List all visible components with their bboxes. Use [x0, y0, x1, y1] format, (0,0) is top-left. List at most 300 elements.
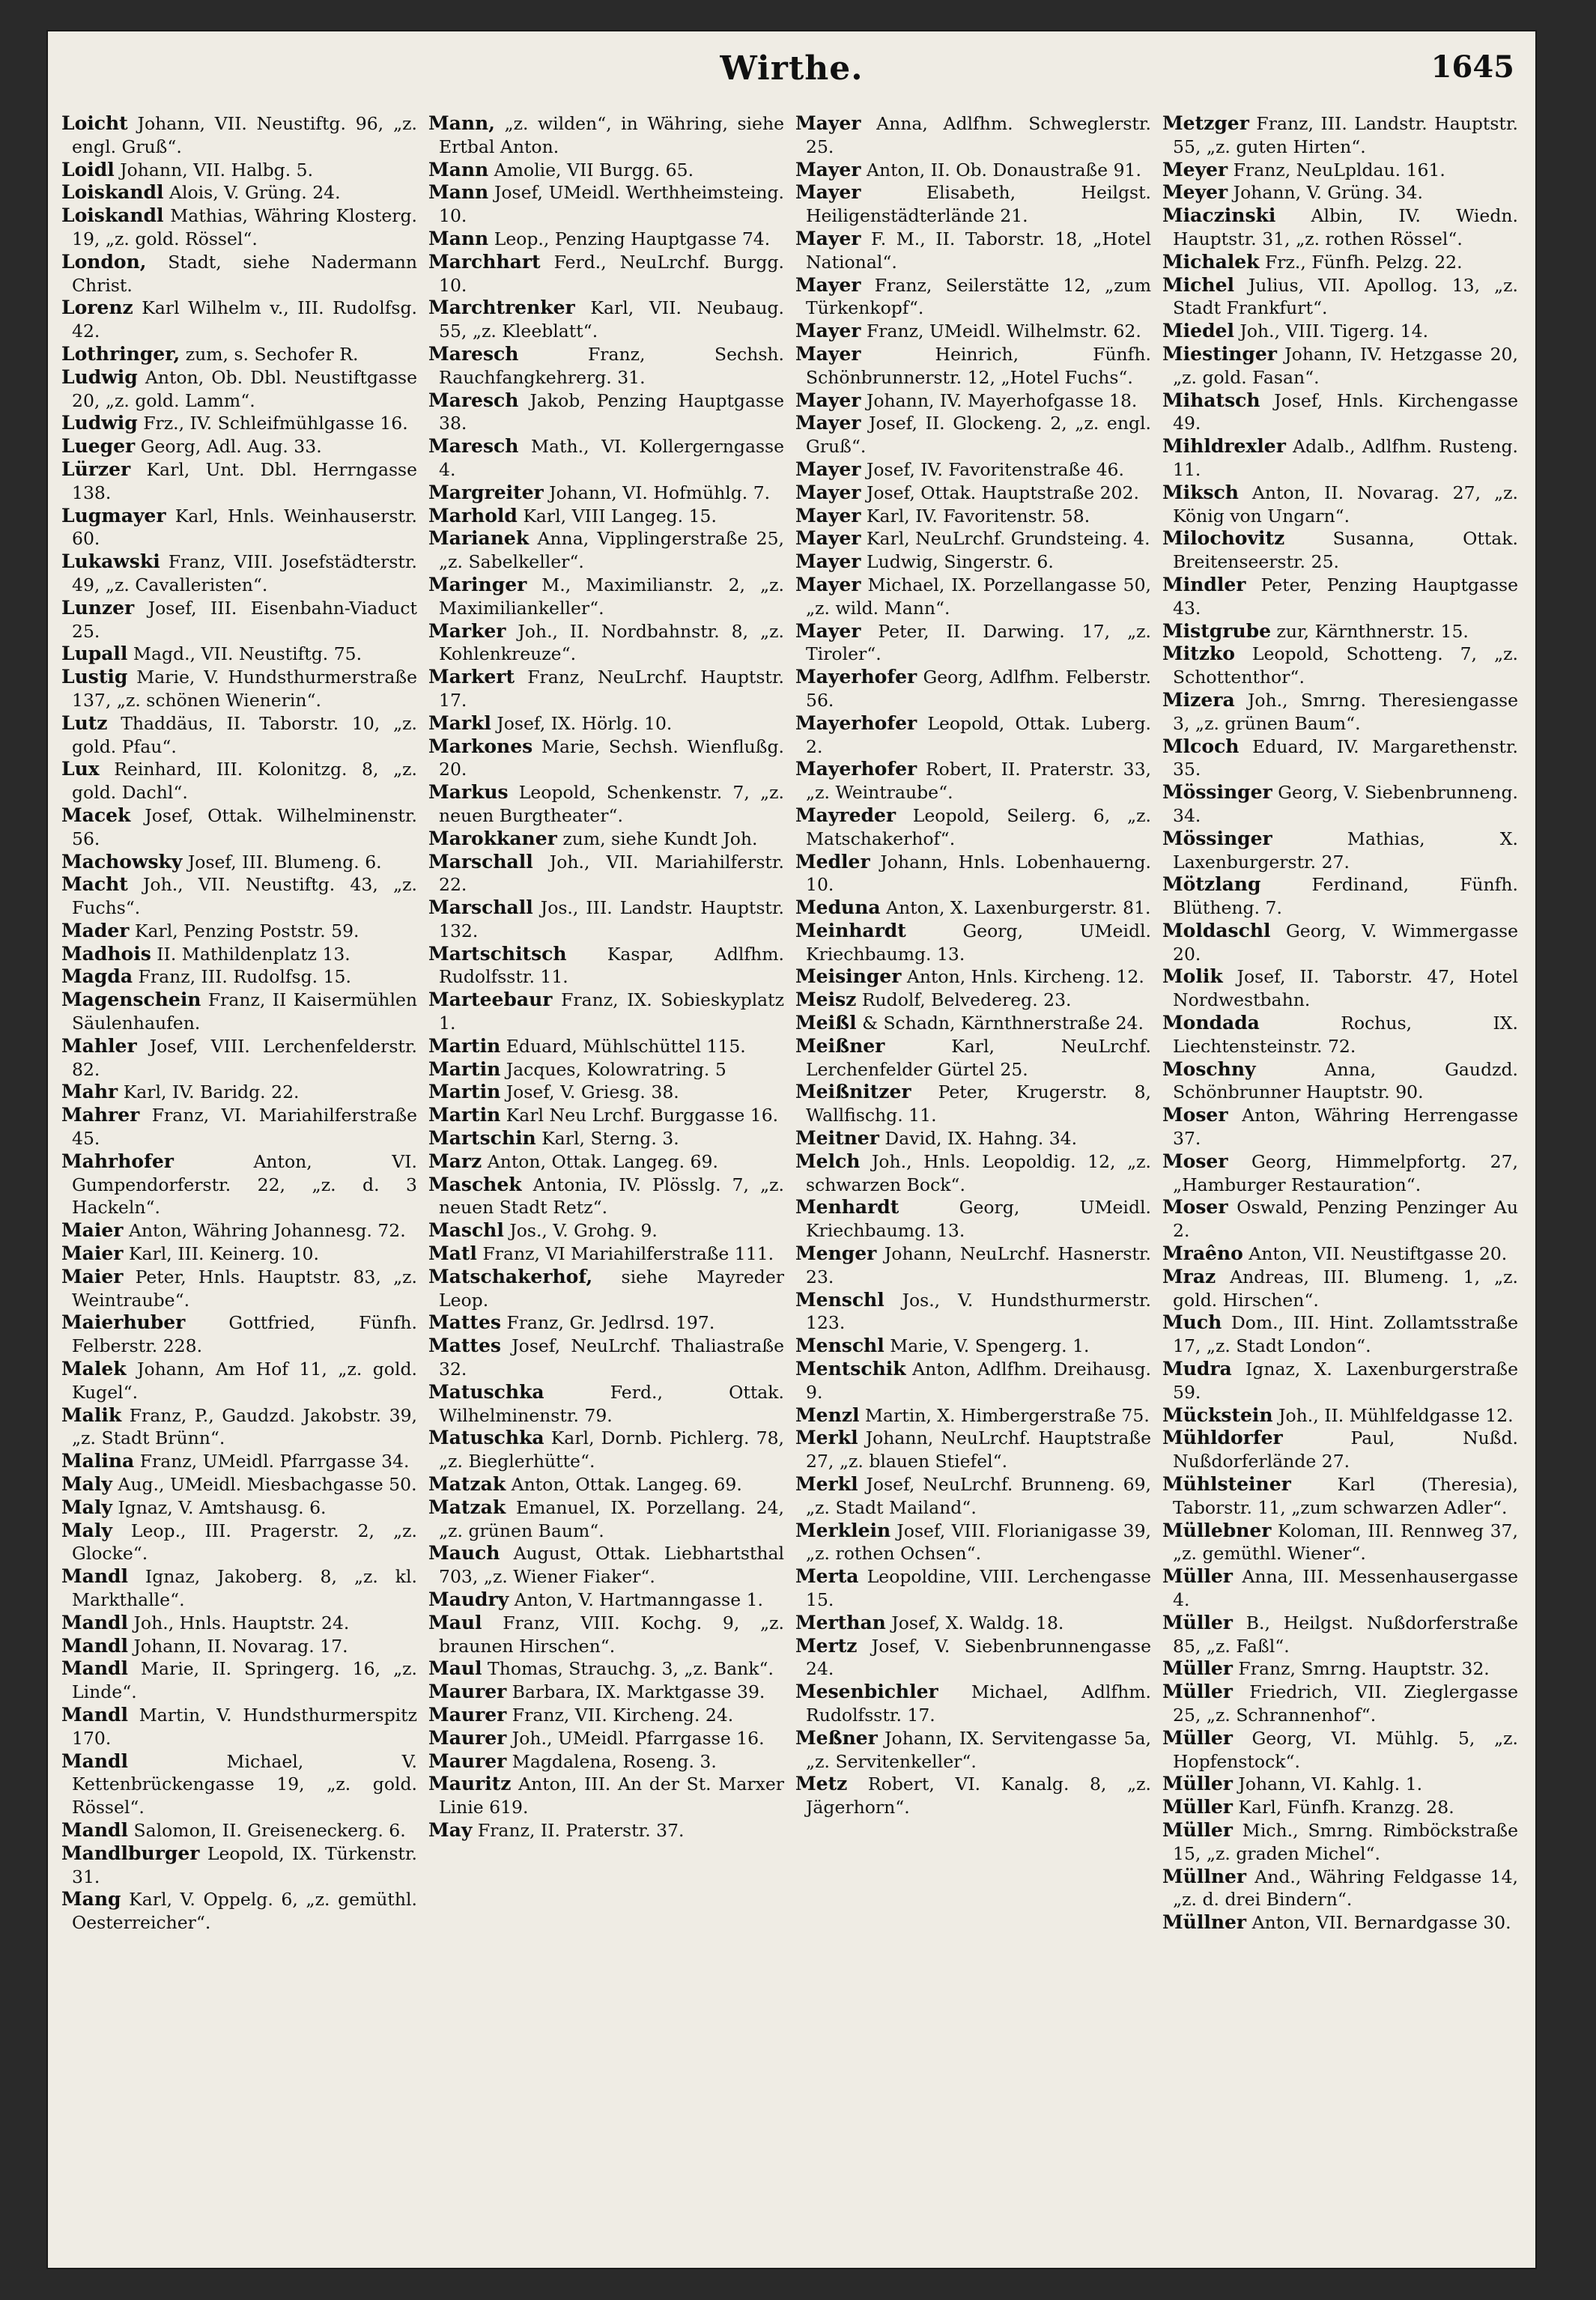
- entry-details: Franz, Sechsh. Rauchfangkehrerg. 31.: [439, 343, 784, 388]
- entry-name: Maier: [61, 1242, 124, 1265]
- entry-details: Albin, IV. Wiedn. Hauptstr. 31, „z. rothen Rössel“.: [1173, 205, 1518, 249]
- entry-name: Mayer: [795, 527, 861, 550]
- directory-entry: [1162, 1520, 1518, 1566]
- entry-name: Matzak: [428, 1473, 506, 1496]
- entry-name: Meitner: [795, 1127, 879, 1150]
- directory-entry: [428, 482, 784, 505]
- entry-details: Leopold, Schotteng. 7, „z. Schottenthor“.: [1173, 643, 1518, 688]
- directory-entry: [61, 297, 417, 343]
- entry-name: Matschakerhof,: [428, 1265, 593, 1287]
- entry-name: Merta: [795, 1565, 859, 1588]
- entry-details: Georg, UMeidl. Kriechbaumg. 13.: [806, 1197, 1151, 1242]
- entry-name: Markones: [428, 735, 533, 757]
- entry-details: Franz, Smrng. Hauptstr. 32.: [1238, 1658, 1490, 1680]
- directory-entry: [795, 1565, 1151, 1612]
- directory-entry: [61, 1496, 417, 1520]
- directory-entry: [61, 1311, 417, 1358]
- entry-details: Anton, Adlfhm. Dreihausg. 9.: [806, 1359, 1151, 1403]
- entry-details: Joh., VII. Mariahilferstr. 22.: [439, 851, 784, 896]
- entry-name: Malina: [61, 1450, 135, 1472]
- entry-details: Josef, NeuLrchf. Thaliastraße 32.: [439, 1335, 784, 1380]
- directory-entry: [795, 550, 1151, 574]
- directory-entry: [428, 1496, 784, 1543]
- entry-details: Thomas, Strauchg. 3, „z. Bank“.: [488, 1658, 774, 1680]
- entry-name: Maurer: [428, 1703, 507, 1726]
- entry-details: siehe Mayreder Leop.: [439, 1266, 784, 1311]
- entry-details: Eduard, IV. Margarethenstr. 35.: [1173, 735, 1518, 780]
- entry-name: Meyer: [1162, 158, 1228, 180]
- entry-details: Adalb., Adlfhm. Rusteng. 11.: [1173, 436, 1518, 480]
- directory-entry: [61, 1565, 417, 1612]
- entry-details: Mich., Smrng. Rimböckstraße 15, „z. graden Michel“.: [1173, 1819, 1518, 1864]
- entry-details: Peter, Krugerstr. 8, Wallfischg. 11.: [806, 1081, 1151, 1126]
- directory-entry: [1162, 1242, 1518, 1266]
- entry-details: Franz, IX. Sobieskyplatz 1.: [439, 989, 784, 1034]
- entry-name: Mayreder: [795, 804, 896, 826]
- entry-details: Karl, VIII Langeg. 15.: [523, 505, 717, 527]
- entry-details: Elisabeth, Heilgst. Heiligenstädterlände 21.: [806, 182, 1151, 227]
- entry-name: Lutz: [61, 711, 108, 734]
- entry-details: Gottfried, Fünfh. Felberstr. 228.: [72, 1312, 417, 1357]
- entry-details: Karl Neu Lrchf. Burggasse 16.: [506, 1105, 779, 1126]
- entry-details: Martin, X. Himbergerstraße 75.: [864, 1404, 1150, 1426]
- directory-entry: [1162, 1565, 1518, 1612]
- entry-details: Koloman, III. Rennweg 37, „z. gemüthl. Wiener“.: [1173, 1520, 1518, 1565]
- entry-details: Amolie, VII Burgg. 65.: [494, 159, 694, 180]
- directory-entry: [428, 1381, 784, 1427]
- directory-entry: [61, 804, 417, 851]
- entry-details: Joh., II. Mühlfeldgasse 12.: [1278, 1404, 1514, 1426]
- entry-details: Josef, II. Glockeng. 2, „z. engl. Gruß“.: [806, 413, 1151, 458]
- entry-name: Mayer: [795, 573, 861, 595]
- entry-name: Macek: [61, 804, 131, 826]
- entry-name: Mayer: [795, 504, 861, 527]
- entry-details: Heinrich, Fünfh. Schönbrunnerstr. 12, „Hotel Fuchs“.: [806, 343, 1151, 388]
- entry-details: And., Währing Feldgasse 14, „z. d. drei Bindern“.: [1173, 1866, 1518, 1911]
- directory-entry: [428, 781, 784, 828]
- directory-entry: [428, 1104, 784, 1127]
- entry-name: Meßner: [795, 1726, 878, 1749]
- directory-entry: [1162, 1911, 1518, 1935]
- directory-entry: [61, 1404, 417, 1451]
- entry-name: Mandlburger: [61, 1842, 200, 1864]
- entry-name: Marschall: [428, 896, 533, 919]
- directory-entry: [1162, 574, 1518, 620]
- entry-name: Loidl: [61, 158, 115, 180]
- entry-details: Ferdinand, Fünfh. Blütheng. 7.: [1173, 874, 1518, 919]
- entry-details: Marie, V. Hundsthurmerstraße 137, „z. schönen Wienerin“.: [72, 667, 417, 711]
- directory-entry: [1162, 204, 1518, 251]
- entry-name: Maurer: [428, 1750, 507, 1772]
- entry-details: Franz, UMeidl. Pfarrgasse 34.: [139, 1451, 410, 1472]
- entry-details: Georg, UMeidl. Kriechbaumg. 13.: [806, 920, 1151, 965]
- entry-details: Anton, II. Novarag. 27, „z. König von Ungarn“.: [1173, 482, 1518, 527]
- entry-details: Franz, P., Gaudzd. Jakobstr. 39, „z. Stadt Brünn“.: [72, 1404, 417, 1449]
- directory-entry: [428, 251, 784, 297]
- entry-name: Mahr: [61, 1081, 118, 1103]
- directory-entry: [428, 389, 784, 436]
- entry-details: Franz, Seilerstätte 12, „zum Türkenkopf“.: [806, 274, 1151, 319]
- entry-name: Mattes: [428, 1311, 501, 1334]
- directory-entry: [428, 1542, 784, 1589]
- entry-details: Michael, Adlfhm. Rudolfsstr. 17.: [806, 1681, 1151, 1726]
- directory-entry: [428, 1150, 784, 1174]
- directory-entry: [1162, 643, 1518, 689]
- entry-name: Mandl: [61, 1750, 129, 1772]
- directory-entry: [795, 1681, 1151, 1727]
- entry-details: Ignaz, X. Laxenburgerstraße 59.: [1173, 1359, 1518, 1403]
- entry-name: Matl: [428, 1242, 477, 1265]
- entry-name: Merkl: [795, 1427, 858, 1449]
- directory-entry: [61, 1219, 417, 1242]
- entry-name: Mondada: [1162, 1012, 1260, 1034]
- entry-details: Aug., UMeidl. Miesbachgasse 50.: [118, 1474, 417, 1496]
- entry-details: Karl, VII. Neubaug. 55, „z. Kleeblatt“.: [439, 297, 784, 342]
- directory-entry: [795, 920, 1151, 966]
- directory-entry: [1162, 1796, 1518, 1819]
- entry-name: Mückstein: [1162, 1404, 1273, 1426]
- entry-details: Josef, X. Waldg. 18.: [891, 1612, 1064, 1633]
- entry-details: Mathias, Währing Klosterg. 19, „z. gold. Rössel“.: [72, 205, 417, 249]
- directory-entry: [795, 505, 1151, 528]
- entry-details: Johann, VII. Halbg. 5.: [120, 159, 314, 180]
- entry-name: Margreiter: [428, 481, 544, 503]
- directory-entry: [428, 1473, 784, 1496]
- entry-name: Mayer: [795, 412, 861, 434]
- entry-name: Meißl: [795, 1012, 857, 1034]
- directory-entry: [61, 1473, 417, 1496]
- directory-entry: [1162, 181, 1518, 204]
- directory-entry: [61, 1819, 417, 1842]
- entry-name: Martin: [428, 1081, 501, 1103]
- entry-details: Karl, Hnls. Weinhauserstr. 60.: [72, 505, 417, 550]
- entry-name: Mayer: [795, 273, 861, 296]
- entry-details: Andreas, III. Blumeng. 1, „z. gold. Hirschen“.: [1173, 1266, 1518, 1311]
- column-4: [1162, 112, 1518, 2254]
- entry-details: Antonia, IV. Plösslg. 7, „z. neuen Stadt Retz“.: [439, 1174, 784, 1219]
- entry-details: Friedrich, VII. Zieglergasse 25, „z. Schrannenhof“.: [1173, 1681, 1518, 1726]
- entry-name: Malek: [61, 1358, 127, 1380]
- entry-name: Moser: [1162, 1196, 1228, 1219]
- entry-details: Peter, II. Darwing. 17, „z. Tiroler“.: [806, 620, 1151, 665]
- directory-entry: [61, 1612, 417, 1635]
- entry-details: Franz, VI Mariahilferstraße 111.: [482, 1243, 774, 1265]
- entry-details: zum, s. Sechofer R.: [185, 343, 359, 365]
- entry-name: Martin: [428, 1104, 501, 1126]
- entry-name: Maresch: [428, 435, 519, 458]
- directory-entry: [1162, 1150, 1518, 1197]
- entry-name: Merthan: [795, 1611, 886, 1633]
- entry-name: Mayer: [795, 619, 861, 642]
- column-1: [61, 112, 417, 2254]
- entry-details: Johann, V. Grüng. 34.: [1233, 182, 1424, 204]
- entry-details: Georg, V. Siebenbrunneng. 34.: [1173, 782, 1518, 826]
- entry-details: Karl, V. Oppelg. 6, „z. gemüthl. Oesterreicher“.: [72, 1889, 417, 1934]
- entry-details: Franz, VIII. Josefstädterstr. 49, „z. Cavalleristen“.: [72, 551, 417, 595]
- directory-entry: [795, 159, 1151, 182]
- directory-entry: [795, 1127, 1151, 1150]
- entry-name: Merklein: [795, 1519, 891, 1541]
- directory-entry: [1162, 320, 1518, 343]
- directory-entry: [61, 204, 417, 251]
- directory-entry: [61, 1035, 417, 1081]
- directory-entry: [795, 574, 1151, 620]
- entry-name: Mitzko: [1162, 643, 1235, 665]
- entry-details: Rochus, IX. Liechtensteinstr. 72.: [1173, 1013, 1518, 1057]
- entry-details: Eduard, Mühlschüttel 115.: [506, 1035, 746, 1057]
- directory-entry: [428, 1058, 784, 1081]
- directory-entry: [61, 758, 417, 804]
- entry-details: Magd., VII. Neustiftg. 75.: [133, 643, 362, 665]
- entry-details: Leopold, Ottak. Luberg. 2.: [806, 712, 1151, 757]
- entry-details: Anton, Hnls. Kircheng. 12.: [906, 966, 1144, 988]
- entry-details: Anton, VII. Bernardgasse 30.: [1251, 1912, 1511, 1934]
- entry-details: Franz, VII. Kircheng. 24.: [512, 1704, 734, 1726]
- directory-entry: [795, 1404, 1151, 1427]
- entry-name: Metz: [795, 1773, 848, 1795]
- entry-details: Joh., UMeidl. Pfarrgasse 16.: [512, 1727, 765, 1749]
- entry-name: Moldaschl: [1162, 919, 1271, 941]
- entry-name: Meisinger: [795, 965, 902, 988]
- directory-entry: [61, 1358, 417, 1404]
- entry-name: Mann: [428, 158, 489, 180]
- entry-details: Anton, Ottak. Langeg. 69.: [487, 1150, 718, 1172]
- entry-details: Karl, Dornb. Pichlerg. 78, „z. Bieglerhütte“.: [439, 1427, 784, 1472]
- directory-entry: [61, 597, 417, 643]
- entry-name: Müllebner: [1162, 1519, 1272, 1541]
- entry-name: Müller: [1162, 1773, 1233, 1795]
- entry-name: Mötzlang: [1162, 873, 1261, 896]
- entry-details: „z. wilden“, in Währing, siehe Ertbal Anton.: [439, 113, 784, 157]
- entry-details: Franz, Gr. Jedlrsd. 197.: [506, 1312, 715, 1334]
- entry-name: Matzak: [428, 1496, 506, 1518]
- entry-details: Josef, NeuLrchf. Brunneng. 69, „z. Stadt Mailand“.: [806, 1474, 1151, 1518]
- directory-columns: [61, 112, 1526, 2254]
- directory-entry: [61, 1635, 417, 1658]
- entry-details: Josef, V. Siebenbrunnengasse 24.: [806, 1635, 1151, 1680]
- directory-entry: [428, 1657, 784, 1681]
- entry-name: Müllner: [1162, 1865, 1247, 1887]
- directory-entry: [795, 1196, 1151, 1242]
- directory-entry: [1162, 1196, 1518, 1242]
- entry-details: Jos., V. Grohg. 9.: [509, 1220, 658, 1242]
- directory-entry: [61, 112, 417, 159]
- entry-name: Marokkaner: [428, 827, 557, 849]
- entry-details: Leop., III. Pragerstr. 2, „z. Glocke“.: [72, 1520, 417, 1565]
- entry-details: Johann, IV. Hetzgasse 20, „z. gold. Fasan“.: [1173, 343, 1518, 388]
- directory-entry: [428, 1219, 784, 1242]
- entry-details: Josef, V. Griesg. 38.: [506, 1081, 679, 1103]
- directory-entry: [795, 1242, 1151, 1289]
- entry-details: Karl, IV. Baridg. 22.: [123, 1081, 300, 1103]
- directory-entry: [428, 159, 784, 182]
- directory-entry: [61, 943, 417, 966]
- entry-details: Karl, Penzing Poststr. 59.: [134, 920, 359, 941]
- entry-details: Johann, NeuLrchf. Hasnerstr. 23.: [806, 1243, 1151, 1287]
- entry-details: Georg, V. Wimmergasse 20.: [1173, 920, 1518, 965]
- entry-name: Ludwig: [61, 365, 138, 388]
- entry-name: Müllner: [1162, 1911, 1247, 1934]
- entry-name: Markus: [428, 781, 509, 804]
- entry-name: Mauch: [428, 1542, 500, 1565]
- entry-details: Johann, VII. Neustiftg. 96, „z. engl. Gruß“.: [72, 113, 417, 157]
- directory-entry: [795, 1427, 1151, 1473]
- entry-details: Anton, V. Hartmanngasse 1.: [514, 1589, 764, 1610]
- entry-name: Malik: [61, 1404, 122, 1426]
- directory-entry: [1162, 1311, 1518, 1358]
- directory-entry: [1162, 435, 1518, 482]
- directory-entry: [428, 666, 784, 712]
- directory-page: [46, 30, 1537, 2269]
- entry-name: Meißnitzer: [795, 1081, 911, 1103]
- directory-entry: [1162, 159, 1518, 182]
- directory-entry: [1162, 343, 1518, 389]
- entry-name: Mann: [428, 181, 489, 204]
- entry-name: Mühlsteiner: [1162, 1473, 1291, 1496]
- directory-entry: [1162, 1266, 1518, 1312]
- entry-name: Melch: [795, 1150, 861, 1172]
- entry-name: Madhois: [61, 942, 151, 965]
- entry-name: Much: [1162, 1311, 1222, 1334]
- entry-details: Reinhard, III. Kolonitzg. 8, „z. gold. Dachl“.: [72, 759, 417, 804]
- directory-entry: [428, 1750, 784, 1773]
- entry-name: Maurer: [428, 1681, 507, 1703]
- directory-entry: [428, 1773, 784, 1819]
- entry-name: Mandl: [61, 1657, 129, 1680]
- entry-name: Müller: [1162, 1565, 1233, 1588]
- entry-name: Merkl: [795, 1473, 858, 1496]
- directory-entry: [61, 1266, 417, 1312]
- column-3: [795, 112, 1151, 2254]
- entry-name: Mayer: [795, 481, 861, 503]
- entry-details: Robert, II. Praterstr. 33, „z. Weintraube“.: [806, 759, 1151, 804]
- entry-name: Mayer: [795, 389, 861, 411]
- entry-name: Martin: [428, 1034, 501, 1057]
- entry-details: Peter, Penzing Hauptgasse 43.: [1173, 574, 1518, 619]
- directory-entry: [428, 181, 784, 228]
- page-header: [46, 43, 1537, 103]
- entry-details: Josef, IV. Favoritenstraße 46.: [866, 458, 1124, 480]
- entry-name: Müller: [1162, 1611, 1233, 1633]
- directory-entry: [428, 1311, 784, 1335]
- directory-entry: [61, 965, 417, 989]
- entry-name: Lukawski: [61, 550, 160, 573]
- entry-details: Josef, II. Taborstr. 47, Hotel Nordwestbahn.: [1173, 966, 1518, 1011]
- entry-details: Anton, X. Laxenburgerstr. 81.: [886, 897, 1151, 919]
- entry-details: Karl, Fünfh. Kranzg. 28.: [1238, 1797, 1454, 1818]
- entry-details: Jos., III. Landstr. Hauptstr. 132.: [439, 897, 784, 941]
- directory-entry: [1162, 1866, 1518, 1912]
- directory-entry: [428, 297, 784, 343]
- entry-details: Josef, IX. Hörlg. 10.: [497, 712, 673, 734]
- entry-details: Joh., II. Nordbahnstr. 8, „z. Kohlenkreuze“.: [439, 620, 784, 665]
- directory-entry: [61, 1888, 417, 1935]
- directory-entry: [1162, 1773, 1518, 1796]
- directory-entry: [61, 920, 417, 943]
- entry-name: Müller: [1162, 1796, 1233, 1818]
- directory-entry: [795, 458, 1151, 482]
- directory-entry: [428, 435, 784, 482]
- directory-entry: [428, 1727, 784, 1750]
- directory-entry: [795, 804, 1151, 851]
- directory-entry: [61, 1081, 417, 1104]
- entry-details: Jakob, Penzing Hauptgasse 38.: [439, 389, 784, 434]
- directory-entry: [61, 1704, 417, 1750]
- directory-entry: [428, 1681, 784, 1704]
- directory-entry: [1162, 1681, 1518, 1727]
- entry-details: Joh., VIII. Tigerg. 14.: [1240, 321, 1429, 342]
- entry-details: zur, Kärnthnerstr. 15.: [1276, 620, 1469, 642]
- directory-entry: [61, 366, 417, 413]
- entry-details: Anton, Währing Herrengasse 37.: [1173, 1105, 1518, 1150]
- entry-details: Ferd., Ottak. Wilhelminenstr. 79.: [439, 1381, 784, 1426]
- entry-details: Karl, NeuLrchf. Lerchenfelder Gürtel 25.: [806, 1035, 1151, 1080]
- entry-details: Mathias, X. Laxenburgerstr. 27.: [1173, 828, 1518, 873]
- entry-details: Karl, NeuLrchf. Grundsteing. 4.: [866, 528, 1150, 550]
- entry-name: Ludwig: [61, 412, 138, 434]
- directory-entry: [1162, 1404, 1518, 1427]
- directory-entry: [428, 1612, 784, 1658]
- entry-name: Milochovitz: [1162, 527, 1285, 550]
- entry-details: Josef, III. Blumeng. 6.: [187, 851, 382, 873]
- entry-details: Karl, III. Keinerg. 10.: [128, 1243, 319, 1265]
- entry-details: Karl (Theresia), Taborstr. 11, „zum schwarzen Adler“.: [1173, 1474, 1518, 1518]
- entry-details: Martin, V. Hundsthurmerspitz 170.: [72, 1704, 417, 1749]
- directory-entry: [795, 1081, 1151, 1127]
- entry-details: Leopold, Seilerg. 6, „z. Matschakerhof“.: [806, 804, 1151, 849]
- entry-name: Maudry: [428, 1589, 509, 1610]
- entry-details: Franz, VIII. Kochg. 9, „z. braunen Hirschen“.: [439, 1612, 784, 1657]
- entry-name: Lürzer: [61, 458, 131, 480]
- entry-details: Peter, Hnls. Hauptstr. 83, „z. Weintraube“.: [72, 1266, 417, 1311]
- entry-name: Martschitsch: [428, 942, 567, 965]
- directory-entry: [428, 1035, 784, 1058]
- entry-details: zum, siehe Kundt Joh.: [562, 828, 758, 849]
- entry-details: Karl Wilhelm v., III. Rudolfsg. 42.: [72, 297, 417, 342]
- directory-entry: [61, 666, 417, 712]
- entry-details: Susanna, Ottak. Breitenseerstr. 25.: [1173, 528, 1518, 573]
- directory-entry: [1162, 527, 1518, 574]
- directory-entry: [1162, 1358, 1518, 1404]
- directory-entry: [428, 989, 784, 1035]
- entry-name: Maresch: [428, 389, 519, 411]
- directory-entry: [61, 1657, 417, 1704]
- directory-entry: [795, 896, 1151, 920]
- directory-entry: [428, 343, 784, 389]
- directory-entry: [428, 735, 784, 782]
- entry-details: Johann, Hnls. Lobenhauerng. 10.: [806, 851, 1151, 896]
- directory-entry: [428, 527, 784, 574]
- directory-entry: [795, 1473, 1151, 1520]
- entry-name: Mihatsch: [1162, 389, 1260, 411]
- entry-name: Lunzer: [61, 596, 135, 619]
- directory-entry: [61, 343, 417, 366]
- entry-name: Mayer: [795, 320, 861, 342]
- directory-entry: [61, 550, 417, 597]
- entry-details: Anton, III. An der St. Marxer Linie 619.: [439, 1773, 784, 1818]
- directory-entry: [428, 574, 784, 620]
- entry-details: Frz., Fünfh. Pelzg. 22.: [1264, 251, 1463, 273]
- entry-name: Maly: [61, 1519, 112, 1541]
- directory-entry: [1162, 1612, 1518, 1658]
- entry-name: Mahrhofer: [61, 1150, 174, 1172]
- entry-name: Mayerhofer: [795, 666, 917, 688]
- directory-entry: [1162, 1473, 1518, 1520]
- entry-details: Franz, III. Rudolfsg. 15.: [138, 966, 351, 988]
- entry-name: Miksch: [1162, 481, 1239, 503]
- directory-entry: [61, 159, 417, 182]
- directory-entry: [1162, 251, 1518, 274]
